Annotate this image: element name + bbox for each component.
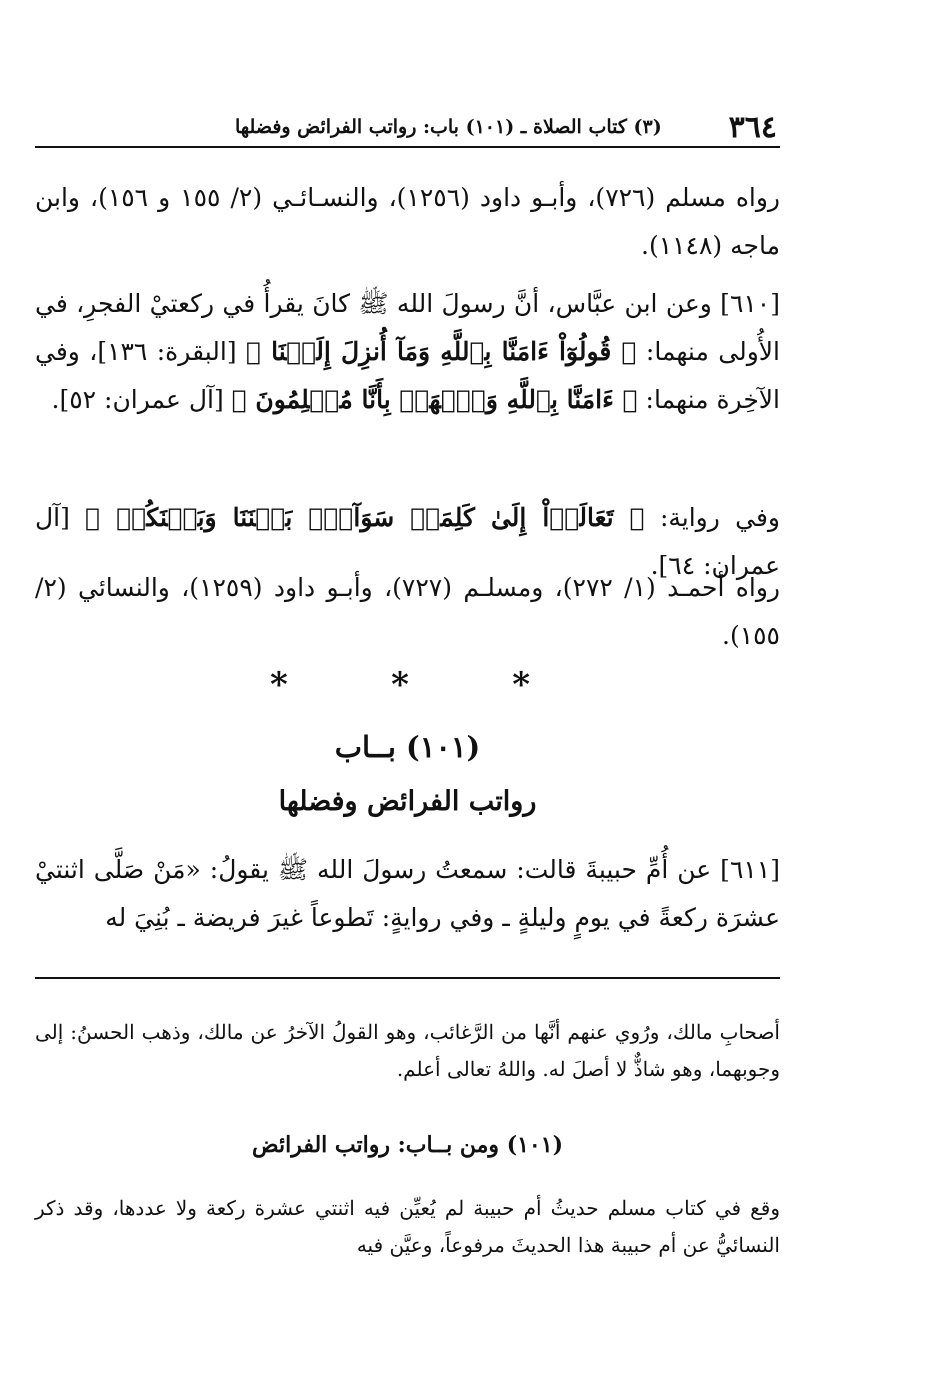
page-header bbox=[35, 109, 777, 145]
running-title: (٣) كتاب الصلاة ـ (١٠١) باب: رواتب الفرائض وفضلها bbox=[235, 116, 662, 138]
hadith-609-source bbox=[35, 174, 780, 270]
footnote-rule bbox=[35, 977, 780, 979]
quran-verse: ﴿ قُولُوٓاْ ءَامَنَّا بِٱللَّهِ وَمَآ أُنزِلَ إِلَيۡنَا ﴾ bbox=[245, 337, 637, 366]
quran-verse: ﴿ ءَامَنَّا بِٱللَّهِ وَٱشۡهَدۡ بِأَنَّا مُسۡلِمُونَ ﴾ bbox=[231, 385, 638, 414]
hadith-610-source bbox=[35, 564, 780, 660]
hadith-610 bbox=[35, 280, 780, 424]
quran-verse: ﴿ تَعَالَوۡاْ إِلَىٰ كَلِمَةٖ سَوَآءِۭ بَيۡنَنَا وَبَيۡنَكُمۡ ﴾ bbox=[85, 503, 645, 532]
chapter-title: رواتب الفرائض وفضلها bbox=[278, 786, 537, 817]
star-ornament: * bbox=[512, 665, 530, 705]
star-ornament: * bbox=[270, 665, 288, 705]
verse-reference: [آل عمران: ٥٢]. bbox=[51, 385, 224, 414]
footnote-paragraph: أصحابِ مالك، ورُوي عنهم أنَّها من الرَّغائب، وهو القولُ الآخرُ عن مالك، وذهب الحسنُ: إلى وجوبهما، وهو شاذٌّ لا أصلَ له. واللهُ تعالى أعلم. bbox=[35, 1020, 780, 1081]
hadith-paragraph: [٦١١] عن أُمِّ حبيبةَ قالت: سمعتُ رسولَ الله ﷺ يقولُ: «مَنْ صَلَّى اثنتيْ عشرَة ركعةً في يومٍ وليلةٍ ـ وفي روايةٍ: تَطوعاً غيرَ فريضة ـ بُنِيَ له bbox=[35, 855, 780, 932]
hadith-paragraph bbox=[35, 280, 780, 424]
page-number: ٣٦٤ bbox=[728, 109, 777, 145]
star-ornament: * bbox=[391, 665, 409, 705]
variant-label: وفي رواية: bbox=[659, 503, 780, 532]
hadith-text: [٦١٠] وعن ابن عبَّاس، أنَّ رسولَ الله ﷺ كانَ يقرأُ في ركعتيْ الفجرِ، في الأُولى منهما: bbox=[35, 289, 780, 366]
chapter-number: (١٠١) بــاب bbox=[334, 730, 481, 764]
footnote-continuation bbox=[35, 1014, 780, 1088]
footnote-heading: (١٠١) ومن بــاب: رواتب الفرائض bbox=[252, 1132, 563, 1158]
section-separator bbox=[270, 665, 530, 705]
hadith-611 bbox=[35, 846, 780, 942]
footnote-commentary bbox=[35, 1190, 780, 1264]
source-paragraph: رواه مسلم (٧٢٦)، وأبـو داود (١٢٥٦)، والنسـائـي (٢/ ١٥٥ و ١٥٦)، وابن ماجه (١١٤٨). bbox=[35, 183, 781, 260]
footnote-paragraph: وقع في كتاب مسلم حديثُ أم حبيبة لم يُعيِّن فيه اثنتي عشرة ركعة ولا عددها، وقد ذكر النسائيُّ عن أم حبيبة هذا الحديثَ مرفوعاً، وعيَّن فيه bbox=[35, 1196, 780, 1257]
verse-reference: [آل عمران: ٦٤]. bbox=[35, 503, 780, 580]
verse-reference: [البقرة: ١٣٦]، وفي الآخِرة منهما: bbox=[35, 337, 780, 414]
source-paragraph: رواه أحمـد (١/ ٢٧٢)، ومسلـم (٧٢٧)، وأبـو داود (١٢٥٩)، والنسائي (٢/ ١٥٥). bbox=[35, 573, 780, 650]
header-rule bbox=[35, 146, 780, 148]
